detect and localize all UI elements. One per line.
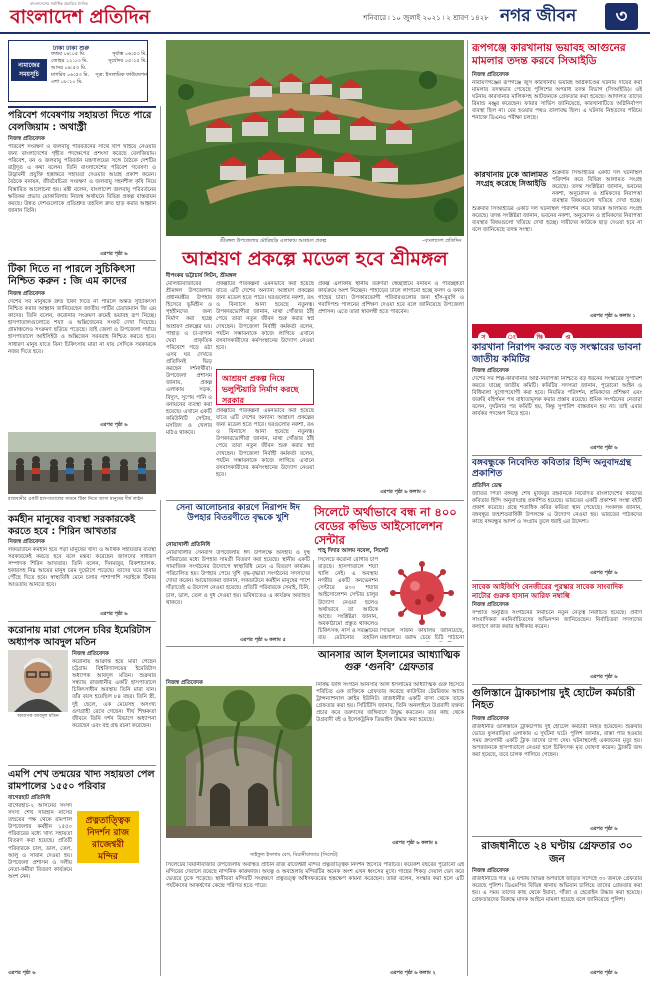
headline-belgium[interactable]: পরিবেশ গবেষণায় সহায়তা দিতে পারে বেলজিয়াম : অথাস্ট্রী — [8, 110, 152, 133]
coronavirus-illustration — [380, 560, 464, 626]
page-number: ৩ — [605, 3, 638, 30]
article-body-arrest: রাজধানীতে গত ২৪ ঘণ্টায় বিভিন্ন অপরাধে জড়িত সন্দেহে ৩০ জনকে গ্রেফতার করেছে পুলিশ। ডিএমপির বিভিন্ন থানায় অভিযান চালিয়ে তাদের গ্রেফতার করা হয়। এ সময় তাদের কাছ থেকে ইয়াবা, গাঁজা ও হেরোইন উদ্ধার করা হয়েছে। গ্রেফতারদের বিরুদ্ধে মাদক আইনে মামলা হয়েছে বলে জানিয়েছে পুলিশ। — [472, 876, 642, 904]
temple-ruins-photo — [166, 686, 312, 838]
article-body-sylhet-2: সিভিল সার্জন কার্যালয় জানিয়েছে, মন্ত্রণালয়ে বরাদ্দ চেয়ে চিঠি পাঠানো — [380, 628, 464, 642]
article-body-temple: সিলেটের বিয়ানীবাজার উপজেলায় অবস্থিত প্রাচীন রাজ রাজেশ্বরী মন্দির প্রত্নতাত্ত্বিক নিদর্শন হিসেবে পরিচিত। কয়েকশ বছরের পুরোনো এই মন্দিরের দেয়ালে রয়েছে নান্দনিক কারুকাজ। অযত্ন ও অবহেলায় মন্দিরটির অনেক অংশ এখন ধ্বংসের মুখে। গাছের শিকড় দেয়াল ভেদ করে ভেতরে ঢুকে পড়েছে। স্থানীয়রা মন্দিরটি সংরক্ষণে প্রত্নতত্ত্ব অধিদফতরের হস্তক্ষেপ কামনা করেছেন। তারা বলেন, সংস্কার করা হলে এটি পর্যটকদের আকর্ষণের কেন্দ্রে পরিণত হতে পারে। — [166, 862, 464, 890]
headline-relief[interactable]: এমপি শেখ তন্ময়ের খাদ্য সহায়তা পেল রামপালের ১৫৫০ পরিবার — [8, 769, 155, 792]
continued-link[interactable]: এরপর পৃষ্ঠা ৬ কলাম ৩ — [380, 489, 426, 495]
column-rule — [313, 560, 314, 644]
byline: নিজস্ব প্রতিবেদক — [472, 72, 509, 78]
divider — [472, 580, 642, 581]
article-body-project-2: প্রকল্পটির পরিকল্পনা এমনভাবে করা হয়েছে যাতে এটি দেশের অন্যান্য আশ্রয়ণ প্রকল্পের জন্য মডেল হতে পারে। ঘরগুলোর নকশা, রঙ ও বিন্যাসে আনা হয়েছে নতুনত্ব। উপকারভোগীরা জানান, মাথা গোঁজার ঠাঁই পেয়ে তারা নতুন জীবন শুরু করার স্বপ্ন দেখছেন। উপজেলা নির্বাহী কর্মকর্তা বলেন, পর্যটন সম্ভাবনাকে কাজে লাগিয়ে এখানে বসবাসকারীদের কর্মসংস্থানের উদ্যোগ নেওয়া হবে। — [216, 281, 314, 351]
article-body-workers: লকডাউনে কর্মহীন হয়ে পড়া মানুষের খাদ্য ও আর্থিক সহায়তার ব্যবস্থা সরকারকেই করতে হবে বলে মন্তব্য করেছেন জাসদের সাধারণ সম্পাদক শিরিন আখতার। তিনি বলেন, দিনমজুর, রিকশাচালক, হকারসহ নিম্ন আয়ের মানুষ চরম দুর্ভোগে পড়েছে। তাদের ঘরে খাবার পৌঁছে দিতে হবে। স্বাস্থ্যবিধি মেনে চলার পাশাপাশি সবাইকে টিকার আওতায় আনতে হবে। — [8, 547, 156, 589]
divider — [472, 836, 642, 837]
article-body-belgium: পরিবেশ সংরক্ষণ ও জলবায়ু পরিবর্তনের সাথে খাপ খাইয়ে নেওয়ার জন্য বাংলাদেশের গৃহীত পদক্ষেপের প্রশংসা করেছে বেলজিয়াম। পরিবেশ, বন ও জলবায়ু পরিবর্তন মন্ত্রণালয়ের সঙ্গে বৈঠকে দেশটির রাষ্ট্রদূত এ কথা বলেন। তিনি বাংলাদেশের পরিবেশ গবেষণা ও উদ্ভাবনী প্রযুক্তি হস্তান্তরে সহায়তা দেওয়ার আগ্রহ প্রকাশ করেন। বৈঠকে বনায়ন, জীববৈচিত্র্য সংরক্ষণ ও জলবায়ু সহনশীল কৃষি নিয়ে বিস্তারিত আলোচনা হয়। মন্ত্রী বলেন, বাংলাদেশ জলবায়ু পরিবর্তনের ক্ষতিকর প্রভাব মোকাবিলায় নিজস্ব অর্থায়নে বিভিন্ন প্রকল্প বাস্তবায়ন করছে। উন্নত দেশগুলোকে প্রতিশ্রুত তহবিল দ্রুত ছাড় করার আহ্বান জানান তিনি। — [8, 144, 156, 214]
dateline: শনিবারে ৷ ১০ জুলাই ২০২১ ৷ ২ শ্রাবণ ১৪২৮ — [363, 14, 489, 22]
summary-letter: ক্ষি — [534, 332, 545, 343]
column-rule — [160, 106, 161, 330]
divider — [8, 260, 156, 261]
summary-letter: প্ত — [562, 332, 573, 343]
summary-letter: ং — [507, 334, 516, 341]
portrait-caption: অধ্যাপক আবদুল মতিন — [17, 714, 59, 719]
headline-eid[interactable]: সেনা আলোচনার কারণে নিরাপদ ঈদ উপহার বিতরণীতে বৃদ্ধকে খুশি — [176, 503, 300, 524]
feature-tag: প্রত্নতাত্ত্বিক নিদর্শন রাজ রাজেশ্বরী মন্দির — [77, 811, 139, 863]
headline-election[interactable]: সাবেক আইজিপি বেনজীরের পুরস্কার সাবেক সাংবাদিক নাটোর গুরুক হাসান আরিফ নম্বাল্বি — [472, 583, 623, 600]
byline: নিজস্ব প্রতিবেদক — [472, 868, 509, 874]
byline: নিজস্ব প্রতিবেদক — [472, 602, 509, 608]
headline-ansar[interactable]: আনসার আল ইসলামের আধ্যাত্মিক গুরু ‘গুনবি’ গ্রেফতার — [318, 650, 460, 674]
byline: নিজস্ব প্রতিবেদক — [166, 680, 203, 686]
photo-credit: সাইফুল ইসলাম বেগ, বিয়ানীবাজার (সিলেট) — [250, 852, 338, 858]
prayer-rows: ফজর ০৪:০৫ মি. সূর্যাস্ত ০৬:৫৩ মি. জোহর ১২:০৩ মি. সূর্যোদয় ০৫:২৫ মি. আসর ০৪:৫৩ মি. মাগরিব ০৬:৫৩ মি. সূত্র: ইসলামিক ফাউন্ডেশন এশা ০৮:২০ মি. — [51, 51, 147, 85]
byline: দীপংকর ভট্টাচার্য লিটন, শ্রীমঙ্গল — [166, 273, 237, 279]
divider — [166, 646, 464, 647]
article-body-sylhet-1: সিলেটে করোনা রোগীর চাপ বাড়ছে। হাসপাতালে শয্যা খালি নেই। এ অবস্থায় নগরীর একটি কনভেনশন সেন্টারে ৪০০ শয্যার আইসোলেশন সেন্টার চালুর উদ্যোগ নেওয়া হলেও অর্থাভাবে তা আটকে আছে। সংশ্লিষ্টরা জানান, অবকাঠামো প্রস্তুত থাকলেও চিকিৎসক, নার্স ও সরঞ্জামের ব্যয় মেটানোর তহবিল — [318, 557, 378, 641]
byline: নিজস্ব প্রতিবেদক — [472, 716, 509, 722]
article-body-rupganj-2: শুক্রবার সিআইডির একটি দল ঘটনাস্থল পরিদর্শন করে বিভিন্ন আলামত সংগ্রহ করেছে। তদন্ত সংশ্লিষ্টরা জানান, ভবনের নকশা, অনুমোদন ও শ্রমিকদের নিরাপত্তা ব্যবস্থার বিষয়গুলো খতিয়ে দেখা হচ্ছে। — [552, 170, 642, 204]
continued-link[interactable]: এরপর পৃষ্ঠা ৬ — [8, 970, 36, 976]
newspaper-logo[interactable]: বাংলাদেশ প্রতিদিন — [10, 6, 151, 28]
byline: নোয়াখালী প্রতিনিধি — [166, 542, 211, 548]
masthead — [0, 0, 650, 34]
continued-link[interactable]: এরপর পৃষ্ঠা ৬ — [590, 570, 618, 576]
article-body-poem: জাতির পিতা বঙ্গবন্ধু শেখ মুজিবুর রহমানকে নিবেদিত বাংলাদেশের কবিদের কবিতার হিন্দি অনুবাদগ্রন্থ প্রকাশিত হয়েছে। ভারতের একটি প্রকাশনা সংস্থা বইটি প্রকাশ করেছে। গ্রন্থে শতাধিক কবির কবিতা স্থান পেয়েছে। সংকলক জানান, বঙ্গবন্ধুর জন্মশতবার্ষিকী উপলক্ষে এ উদ্যোগ নেওয়া হয়। ভারতের পাঠকদের কাছে বঙ্গবন্ধুর আদর্শ ও সংগ্রাম তুলে ধরাই এর উদ্দেশ্য। — [472, 491, 642, 526]
headline-sylhet[interactable]: সিলেটে অর্থাভাবে বন্ধ না ৪০০ বেডের কভিড আইসোলেশন সেন্টার — [314, 505, 457, 548]
byline: নিজস্ব প্রতিবেদক — [72, 651, 109, 657]
prayer-times-box — [8, 40, 148, 102]
obituary-portrait-photo — [8, 650, 68, 712]
summary-letter: স — [478, 332, 489, 343]
continued-link[interactable]: এরপর পৃষ্ঠা ৬ কলাম ৫ — [240, 637, 286, 643]
headline-rupganj[interactable]: রূপগঞ্জে কারখানায় ভয়াবহ আগুনের মামলার তদন্ত করবে সিআইডি — [472, 42, 626, 67]
divider — [472, 684, 642, 685]
article-body-project-4: প্রকল্প এলাকায় স্থানীয় তরুণরা স্বেচ্ছাশ্রমে বনায়ন ও পরিচ্ছন্নতা কার্যক্রমে অংশ নিচ্ছেন। পাহাড়ের ঢালে লাগানো হচ্ছে ফলদ ও বনজ গাছের চারা। উপকারভোগী পরিবারগুলোর জন্য হাঁস-মুরগি ও গবাদিপশু পালনের প্রশিক্ষণ দেওয়া হবে বলে জানিয়েছে উপজেলা প্রশাসন। এতে তারা স্বাবলম্বী হতে পারবেন। — [318, 281, 464, 316]
byline: নিজস্ব প্রতিবেদক — [8, 136, 45, 142]
article-body-ansar: নিষিদ্ধ জঙ্গি সংগঠন আনসার আল ইসলামের আধ্যাত্মিক গুরু হিসেবে পরিচিত এক ব্যক্তিকে গ্রেফতার করেছে কাউন্টার টেররিজম অ্যান্ড ট্রান্সন্যাশনাল ক্রাইম ইউনিট। রাজধানীর একটি বাসা থেকে তাকে গ্রেফতার করা হয়। সিটিটিসি জানায়, তিনি অনলাইনে উগ্রবাদী বক্তব্য প্রচার করে তরুণদের জঙ্গিবাদে উদ্বুদ্ধ করতেন। তার কাছ থেকে উগ্রবাদী বই ও ইলেকট্রনিক ডিভাইস উদ্ধার করা হয়েছে। — [316, 682, 464, 724]
headline-vaccine[interactable]: টিকা দিতে না পারলে সুচিকিৎসা নিশ্চিত করুন : জি এম কাদের — [8, 264, 135, 288]
headline-factory[interactable]: কারখানা নিরাপদ করতে বড় সংস্কারের ভাবনা জাতীয় কমিটির — [472, 342, 642, 365]
continued-link[interactable]: এরপর পৃষ্ঠা ৬ — [590, 445, 618, 451]
article-body-gulistan: রাজধানীর গুলিস্তানে ট্রাকচাপায় দুই হোটেল কর্মচারী নিহত হয়েছেন। শুক্রবার ভোরে ফুলবাড়িয়া এলাকায় এ দুর্ঘটনা ঘটে। পুলিশ জানায়, রাস্তা পার হওয়ার সময় দ্রুতগামী একটি ট্রাক তাদের চাপা দেয়। ঘটনাস্থলেই একজনের মৃত্যু হয়। অপরজনকে হাসপাতালে নেওয়া হলে চিকিৎসক মৃত ঘোষণা করেন। ট্রাকটি জব্দ করা হয়েছে, তবে চালক পালিয়ে গেছেন। — [472, 724, 642, 759]
article-body-relief: বাগেরহাট-২ আসনের সংসদ সদস্য শেখ সারহান নাসের তন্ময়ের পক্ষ থেকে রামপাল উপজেলার কর্মহীন ১৫৫০ পরিবারের মধ্যে খাদ্য সহায়তা বিতরণ করা হয়েছে। প্রতিটি পরিবারকে চাল, ডাল, তেল, আলু ও সাবান দেওয়া হয়। উপজেলা প্রশাসন ও দলীয় নেতা-কর্মীরা বিতরণ কার্যক্রমে অংশ নেন। — [8, 803, 72, 880]
article-body-vaccine: দেশের সব মানুষকে দ্রুত টিকা দিতে না পারলে অন্তত সুচিকিৎসা নিশ্চিত করার আহ্বান জানিয়েছেন জাতীয় পার্টির চেয়ারম্যান জি এম কাদের। তিনি বলেন, করোনার সংক্রমণ ক্রমেই ভয়াবহ রূপ নিচ্ছে। হাসপাতালগুলোতে শয্যা ও অক্সিজেনের সংকট দেখা দিয়েছে। গ্রামাঞ্চলেও সংক্রমণ ছড়িয়ে পড়েছে। তাই জেলা ও উপজেলা পর্যায়ে হাসপাতালে আইসিইউ ও অক্সিজেন সরবরাহ নিশ্চিত করতে হবে। সাধারণ মানুষ যাতে বিনা চিকিৎসায় মারা না যায় সেদিকে সরকারকে নজর দিতে হবে। — [8, 299, 156, 355]
summary-banner — [472, 324, 642, 341]
divider — [472, 455, 642, 456]
prayer-label: নামাজের সময়সূচি — [11, 59, 47, 81]
continued-link[interactable]: এরপর পৃষ্ঠা ৬ — [100, 251, 128, 257]
article-body-eid: নোয়াখালীর সেনবাগ উপজেলায় ঈদ উপলক্ষে অসহায় ও দুস্থ পরিবারের মধ্যে উপহার সামগ্রী বিতরণ করা হয়েছে। স্থানীয় একটি সামাজিক সংগঠনের উদ্যোগে স্বাস্থ্যবিধি মেনে এ বিতরণ কার্যক্রম পরিচালিত হয়। উপহার পেয়ে খুশি বৃদ্ধ-বৃদ্ধারা সংগঠনের সদস্যদের দোয়া করেন। আয়োজকরা জানান, লকডাউনে কর্মহীন মানুষের পাশে দাঁড়াতেই এ উদ্যোগ নেওয়া হয়েছে। প্রতিটি পরিবারকে সেমাই, চিনি, চাল, ডাল, তেল ও দুধ দেওয়া হয়। ভবিষ্যতেও এ কার্যক্রম অব্যাহত থাকবে। — [166, 550, 310, 606]
divider — [8, 510, 156, 511]
subhead-cid: কারখানায় ঢুকে আলামত সংগ্রহ করেছে সিআইডি — [474, 170, 548, 189]
article-body-factory: দেশের সব শিল্প-কারখানার অগ্নি-নিরাপত্তা নিশ্চিতে বড় ধরনের সংস্কারের সুপারিশ করতে যাচ্ছে জাতীয় কমিটি। কমিটির সদস্যরা জানান, পুরোনো আইন ও বিধিমালা যুগোপযোগী করা হবে। নিয়মিত পরিদর্শন, শ্রমিকদের প্রশিক্ষণ এবং জরুরি বহির্গমন পথ বাধ্যতামূলক করার প্রস্তাব রয়েছে। শ্রমিক সংগঠনের নেতারা বলেন, দুর্ঘটনার পর কমিটি হয়, কিন্তু সুপারিশ বাস্তবায়ন হয় না। তাই এবার কার্যকর পদক্ষেপ নিতে হবে। — [472, 376, 642, 418]
prayer-title: ঢাকা ঢাকা শুরু — [53, 45, 90, 52]
byline: নিজস্ব প্রতিবেদক — [472, 368, 509, 374]
headline-workers[interactable]: কর্মহীন মানুষের ব্যবস্থা সরকারকেই করতে হবে : শিরিন আখতার — [8, 514, 136, 537]
article-body-project-1: মৌলভীবাজারের শ্রীমঙ্গল উপজেলায় প্রধানমন্ত্রীর উপহার হিসেবে ভূমিহীন ও গৃহহীনদের জন্য নির্মাণ করা হচ্ছে আশ্রয়ণ প্রকল্পের ঘর। পাহাড় ও চা-বাগান ঘেরা প্রাকৃতিক পরিবেশে গড়ে ওঠা এসব ঘর দেখতে প্রতিদিনই ভিড় করছেন দর্শনার্থীরা। উপজেলা প্রশাসন জানায়, প্রকল্প এলাকায় সড়ক, বিদ্যুৎ, সুপেয় পানি ও বনায়নের ব্যবস্থা করা হয়েছে। এখানে একটি কমিউনিটি সেন্টার, মসজিদ ও খেলার মাঠও থাকবে। — [166, 281, 212, 436]
article-body-rupganj: নারায়ণগঞ্জের রূপগঞ্জে জুস কারখানায় ভয়াবহ অগ্নিকাণ্ডের ঘটনায় দায়ের করা মামলার তদন্তভার পেয়েছে পুলিশের অপরাধ তদন্ত বিভাগ (সিআইডি)। ওই ঘটনায় কারখানার মালিকসহ আটজনকে গ্রেফতার করা হয়েছে। আদালত তাদের রিমান্ড মঞ্জুর করেছেন। ফায়ার সার্ভিস জানিয়েছে, কারখানাটিতে অগ্নিনির্বাপণ ব্যবস্থা ছিল না। বের হওয়ার পথও তালাবদ্ধ ছিল। এ ঘটনায় নিহতদের পরিচয় শনাক্তে ডিএনএ পরীক্ষা চলছে। — [472, 80, 642, 122]
article-body-rupganj-3: শুক্রবার সিআইডির একটি দল ঘটনাস্থল পরিদর্শন করে বিভিন্ন আলামত সংগ্রহ করেছে। তদন্ত সংশ্লিষ্টরা জানান, ভবনের নকশা, অনুমোদন ও শ্রমিকদের নিরাপত্তা ব্যবস্থার বিষয়গুলো খতিয়ে দেখা হচ্ছে। দায়ীদের কাউকে ছাড় দেওয়া হবে না বলে জানিয়েছে তদন্ত সংস্থা। — [472, 206, 642, 234]
headline-gulistan[interactable]: গুলিস্তানে ট্রাকচাপায় দুই হোটেল কর্মচারী নিহত — [472, 688, 635, 712]
column-rule — [467, 40, 468, 976]
byline: প্রতিদিন ডেস্ক — [472, 483, 502, 489]
vaccine-line-photo — [8, 432, 156, 494]
article-body-obituary: করোনায় আক্রান্ত হয়ে মারা গেছেন চট্টগ্রাম বিশ্ববিদ্যালয়ের ইমেরিটাস অধ্যাপক আবদুল মতিন। শুক্রবার সন্ধ্যায় রাজধানীর একটি হাসপাতালে চিকিৎসাধীন অবস্থায় তিনি মারা যান। তাঁর বয়স হয়েছিল ৮৪ বছর। তিনি স্ত্রী, দুই ছেলে, এক মেয়েসহ অসংখ্য গুণগ্রাহী রেখে গেছেন। দীর্ঘ শিক্ষকতা জীবনে তিনি দর্শন বিভাগে অধ্যাপনা করেছেন এবং বহু গ্রন্থ রচনা করেছেন। — [72, 659, 156, 729]
photo-caption: শ্রীমঙ্গল উপজেলার মৌরিছড়ি এলাকায় আশ্রয়ণ প্রকল্প — [220, 238, 327, 244]
headline-poem[interactable]: বঙ্গবন্ধুকে নিবেদিত কবিতার হিন্দি অনুবাদগ্রন্থ প্রকাশিত — [472, 458, 632, 479]
photo-credit: –বাংলাদেশ প্রতিদিন — [422, 238, 462, 244]
continued-link[interactable]: এরপর পৃষ্ঠা ৬ কলাম ১ — [590, 313, 636, 319]
headline-project[interactable]: আশ্রয়ণ প্রকল্পে মডেল হবে শ্রীমঙ্গল — [182, 248, 448, 270]
divider — [166, 500, 464, 501]
logo-tagline: বাংলাদেশের সর্বাধিক প্রচারিত দৈনিক — [30, 1, 88, 6]
divider — [8, 765, 156, 766]
article-body-project-3: প্রকল্পটির পরিকল্পনা এমনভাবে করা হয়েছে যাতে এটি দেশের অন্যান্য আশ্রয়ণ প্রকল্পের জন্য মডেল হতে পারে। ঘরগুলোর নকশা, রঙ ও বিন্যাসে আনা হয়েছে নতুনত্ব। উপকারভোগীরা জানান, মাথা গোঁজার ঠাঁই পেয়ে তারা নতুন জীবন শুরু করার স্বপ্ন দেখছেন। উপজেলা নির্বাহী কর্মকর্তা বলেন, পর্যটন সম্ভাবনাকে কাজে লাগিয়ে এখানে বসবাসকারীদের কর্মসংস্থানের উদ্যোগ নেওয়া হবে। — [216, 408, 314, 478]
continued-link[interactable]: এরপর পৃষ্ঠা ৬ কলাম ২ — [390, 970, 436, 976]
continued-link[interactable]: এরপর পৃষ্ঠা ৬ — [590, 674, 618, 680]
byline: নিজস্ব প্রতিবেদক — [8, 539, 45, 545]
column-rule — [160, 500, 161, 976]
byline: বাগেরহাট প্রতিনিধি — [8, 795, 51, 801]
continued-link[interactable]: এরপর পৃষ্ঠা ৬ — [590, 970, 618, 976]
article-body-election: সম্প্রতি অনুষ্ঠিত সংগঠনের নির্বাচনে নতুন নেতৃত্ব নির্বাচিত হয়েছে। প্রবীণ সাংবাদিকরা নবনির্বাচিতদের অভিনন্দন জানিয়েছেন। নির্বাচিতরা সদস্যদের কল্যাণে কাজ করার অঙ্গীকার করেন। — [472, 610, 642, 631]
section-title: নগর জীবন — [500, 6, 577, 26]
headline-arrest[interactable]: রাজধানীতে ২৪ ঘণ্টায় গ্রেফতার ৩০ জন — [481, 840, 633, 865]
continued-link[interactable]: এরপর পৃষ্ঠা ৬ — [100, 422, 128, 428]
photo-caption: রাজধানীর একটি হাসপাতালের সামনে টিকা নিতে আসা মানুষের দীর্ঘ লাইন — [8, 497, 143, 502]
continued-link[interactable]: এরপর পৃষ্ঠা ৬ কলাম ৪ — [392, 840, 438, 846]
housing-project-aerial-photo — [166, 40, 464, 236]
continued-link[interactable]: এরপর পৃষ্ঠা ৬ — [590, 826, 618, 832]
divider — [8, 621, 156, 622]
headline-obituary[interactable]: করোনায় মারা গেলেন চবির ইমেরিটাস অধ্যাপক আবদুল মতিন — [8, 625, 151, 648]
pull-quote: আশ্রয়ণ প্রকল্প নিয়ে ভলুন্টিয়ারি নির্মাণ করছে সরকার — [216, 369, 314, 405]
byline: শাহ্ দিদার আলম নবেল, সিলেট — [318, 548, 389, 554]
divider — [8, 106, 156, 108]
byline: নিজস্ব প্রতিবেদক — [8, 291, 45, 297]
continued-link[interactable]: এরপর পৃষ্ঠা ৬ — [100, 611, 128, 617]
